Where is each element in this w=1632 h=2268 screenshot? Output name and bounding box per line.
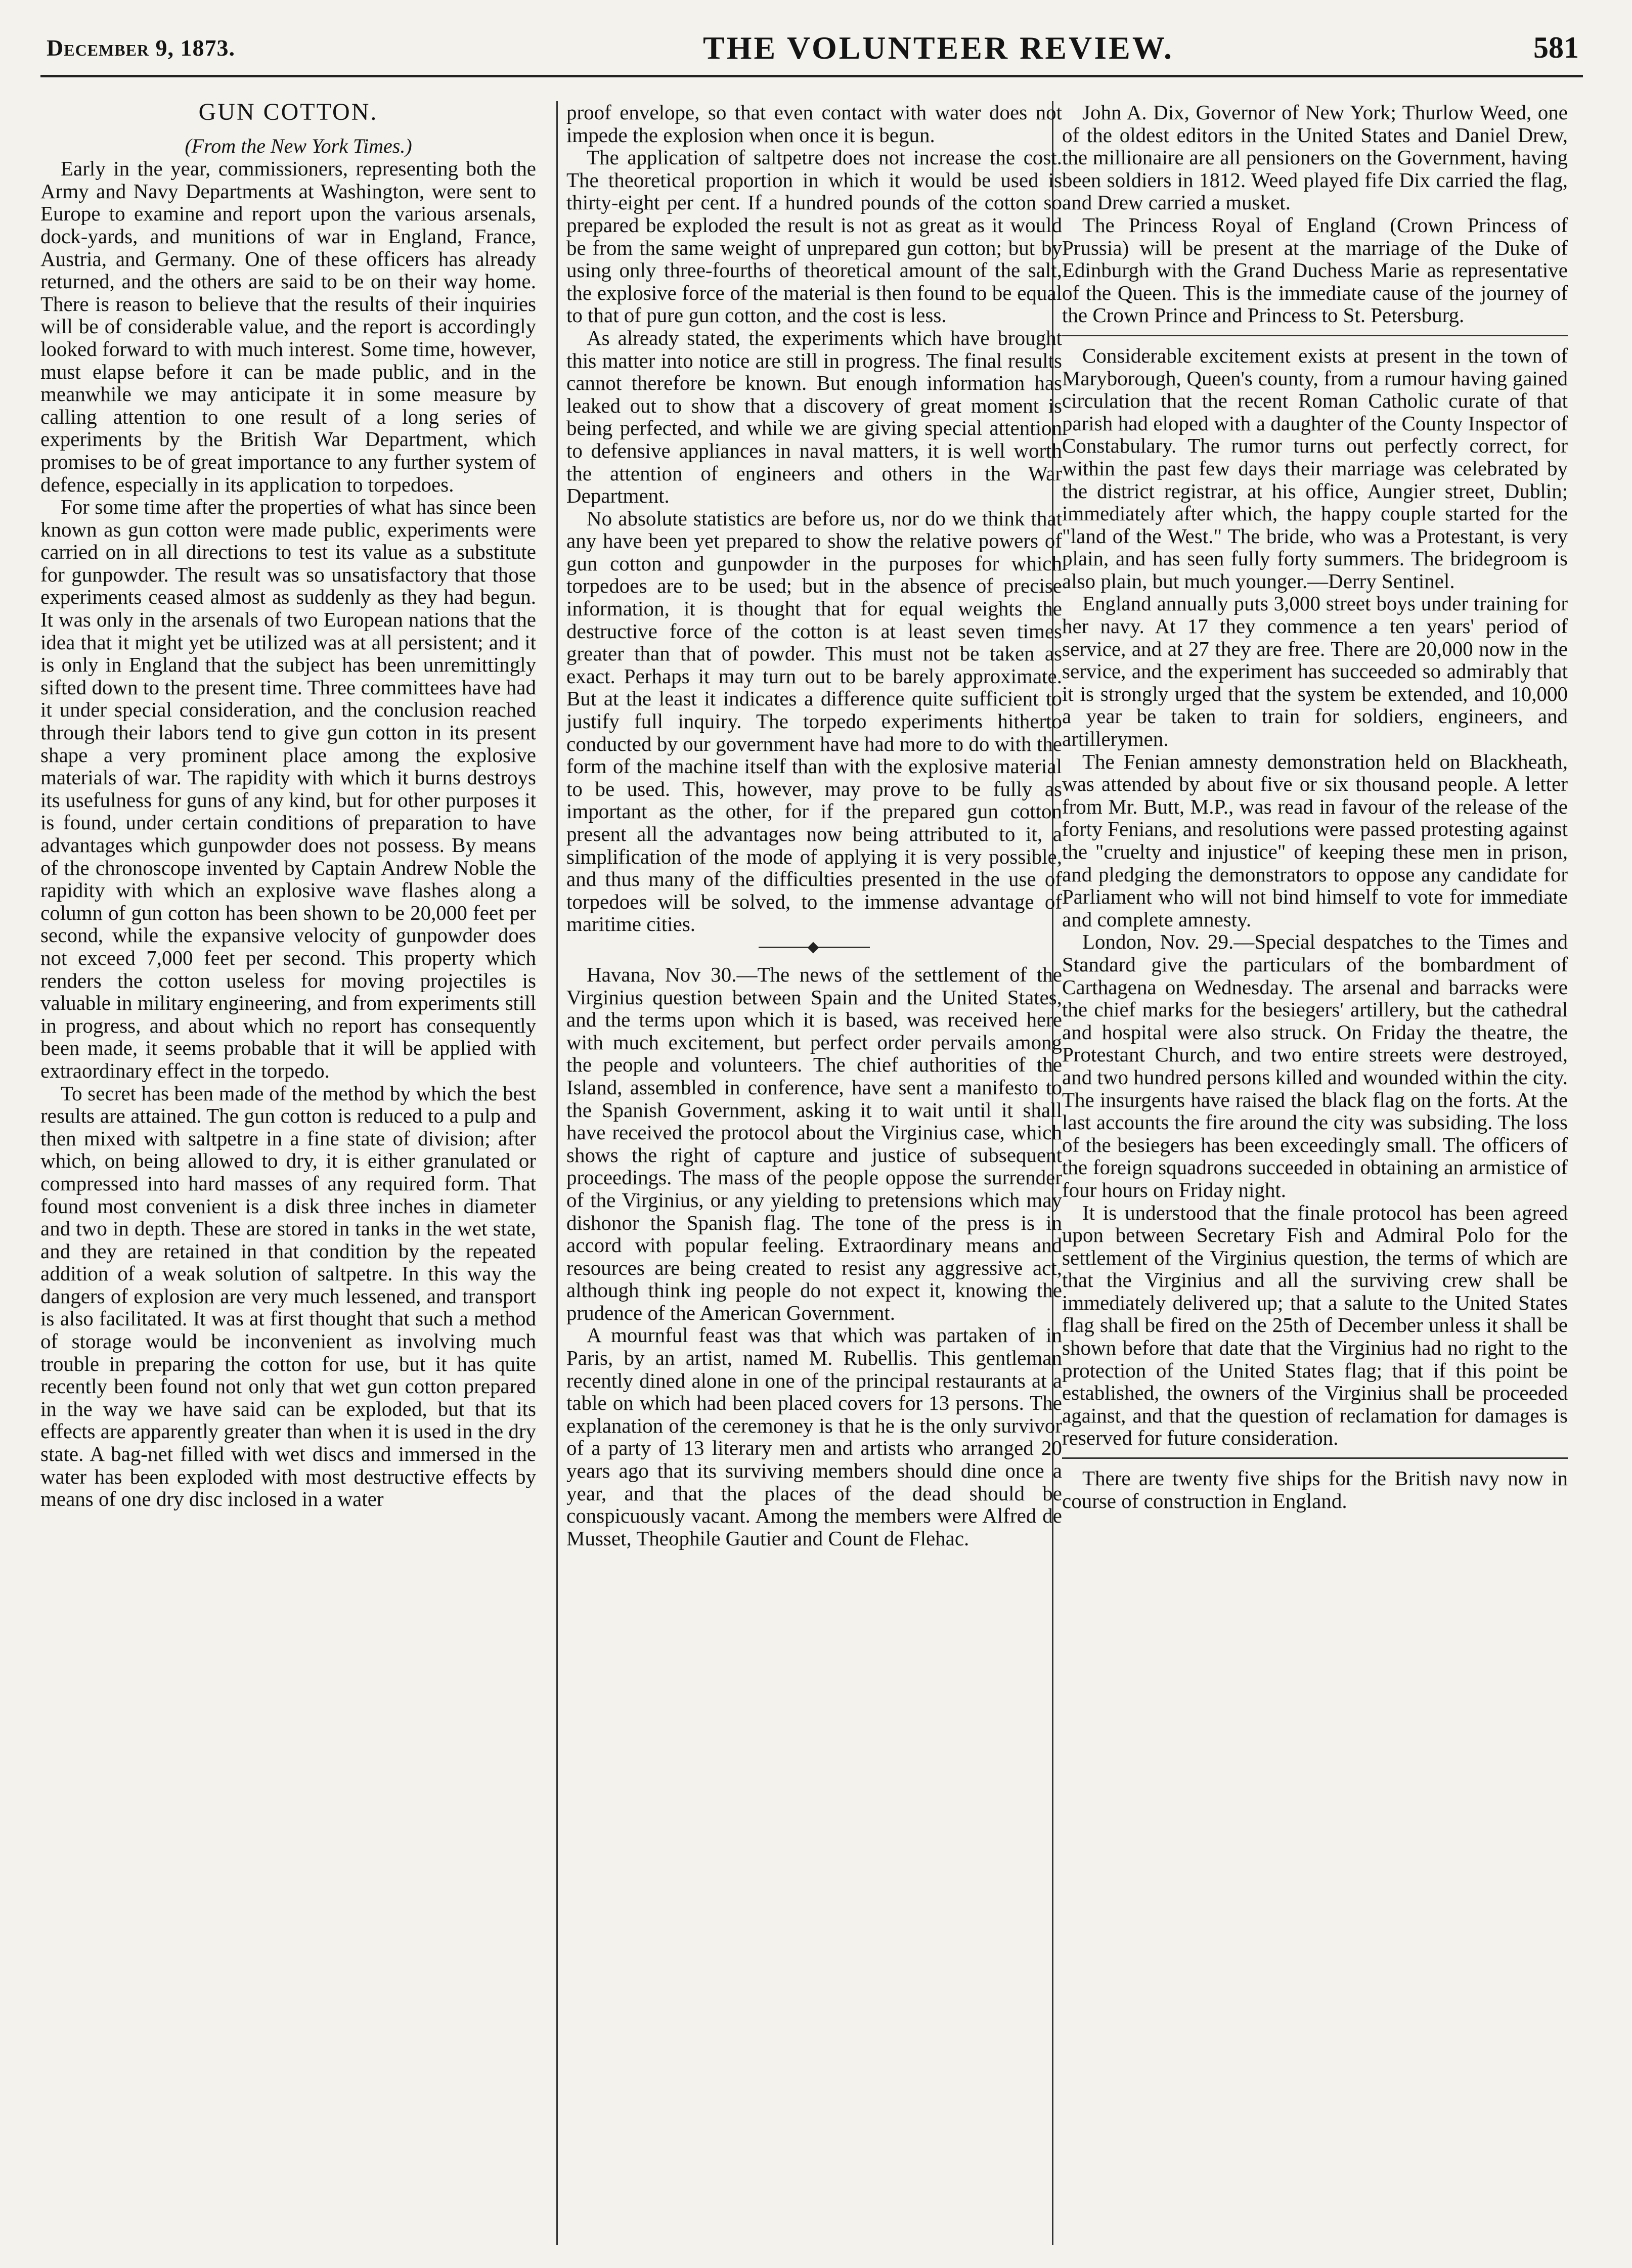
news-item: Havana, Nov 30.—The news of the settlement of the Virginius question between Spain and the United States, and the terms upon which it is based, was received here with much excitement, but perfect order pervails among the people and volunteers. The chief authorities of the Island, assembled in conference, have sent a manifesto to the Spanish Government, asking it to wait until it shall have received the protocol about the Virginius case, which shows the right of capture and justice of subsequent proceedings. The mass of the people oppose the surrender of the Virginius, or any yielding to pretensions which may dishonor the Spanish flag. The tone of the press is in accord with popular feeling. Extraordinary means and resources are being created to resist any aggressive act, although think ing people do not expect it, knowing the prudence of the American Government. xyxy=(566,962,1062,1324)
column-2 xyxy=(566,101,1062,1549)
masthead-title: THE VOLUNTEER REVIEW. xyxy=(703,30,1174,66)
page-header xyxy=(40,20,1583,71)
article-paragraph: Early in the year, commissioners, representing both the Army and Navy Departments at Washington, were sent to Europe to examine and report upon the various arsenals, dock-yards, and munitions of war in England, France, Austria, and Germany. One of these officers has already returned, and the others are said to be on their way home. There is reason to believe that the results of their inquiries will be of considerable value, and the report is accordingly looked forward to with much interest. Some time, however, must elapse before it can be made public, and in the meanwhile we may anticipate it in some measure by calling attention to one result of a long series of experiments by the British War Department, which promises to be of great importance to any further system of defence, especially in its application to torpedoes. xyxy=(40,157,536,496)
article-paragraph: To secret has been made of the method by which the best results are attained. The gun cotton is reduced to a pulp and then mixed with saltpetre in a fine state of division; after which, on being allowed to dry, it is either granulated or compressed into hard masses of any required form. That found most convenient is a disk three inches in diameter and two in depth. These are stored in tanks in the wet state, and they are retained in that condition by the repeated addition of a weak solution of saltpetre. In this way the dangers of explosion are very much lessened, and transport is also facilitated. It was at first thought that such a method of storage would be inconvenient as involving much trouble in preparing the cotton for use, but it has quite recently been found not only that wet gun cotton prepared in the way we have said can be exploded, but that its effects are apparently greater than when it is used in the dry state. A bag-net filled with wet discs and immersed in the water has been exploded with most destructive effects by means of one dry disc inclosed in a water xyxy=(40,1081,536,1511)
section-separator xyxy=(759,947,870,952)
news-item: The Fenian amnesty demonstration held on Blackheath, was attended by about five or six thousand people. A letter from Mr. Butt, M.P., was read in favour of the release of the forty Fenians, and resolutions were passed protesting against the "cruelty and injustice" of keeping these men in prison, and pledging the demonstrators to oppose any candidate for Parliament who will not bind himself to vote for immediate and complete amnesty. xyxy=(1062,749,1568,931)
article-headline: GUN COTTON. xyxy=(198,99,378,125)
article-paragraph: For some time after the properties of what has since been known as gun cotton were made public, experiments were carried on in all directions to test its value as a substitute for gunpowder. The result was so unsatisfactory that those experiments ceased almost as suddenly as they had begun. It was only in the arsenals of two European nations that the idea that it might yet be utilized was at all persistent; and it is only in England that the subject has been unremittingly sifted down to the present time. Three committees have had it under special consideration, and the conclusion reached through their labors tend to give gun cotton in its present shape a very prominent place among the explosive materials of war. The rapidity with which it burns destroys its usefulness for guns of any kind, but for other purposes it is found, under certain conditions of preparation to have advantages which gunpowder does not possess. By means of the chronoscope invented by Captain Andrew Noble the rapidity with which an explosive wave flashes along a column of gun cotton has been shown to be 20,000 feet per second, while the expansive velocity of gunpowder does not exceed 7,000 feet per second. This property which renders the cotton useless for moving projectiles is valuable in military engineering, and from experiments still in progress, and about which no report has consequently been made, it seems probable that it will be applied with extraordinary effect in the torpedo. xyxy=(40,495,536,1082)
column-1 xyxy=(40,101,536,1510)
news-item: A mournful feast was that which was partaken of in Paris, by an artist, named M. Rubellis. This gentleman recently dined alone in one of the principal restaurants at a table on which had been placed covers for 13 persons. The explanation of the ceremoney is that he is the only survivor of a party of 13 literary men and artists who arranged 20 years ago that its surviving members should dine once a year, and that the places of the dead should be conspicuously vacant. Among the members were Alfred de Musset, Theophile Gautier and Count de Flehac. xyxy=(566,1323,1062,1550)
header-rule xyxy=(40,75,1583,77)
news-item: John A. Dix, Governor of New York; Thurlow Weed, one of the oldest editors in the United States and Daniel Drew, the millionaire are all pensioners on the Government, having been soldiers in 1812. Weed played fife Dix carried the flag, and Drew carried a musket. xyxy=(1062,101,1568,214)
item-rule xyxy=(1062,1457,1568,1459)
article-paragraph: proof envelope, so that even contact with water does not impede the explosion when once it is begun. xyxy=(566,101,1062,147)
item-rule xyxy=(1062,335,1568,336)
column-3 xyxy=(1062,101,1568,1512)
article-paragraph: As already stated, the experiments which have brought this matter into notice are still in progress. The final results cannot therefore be known. But enough information has leaked out to show that a discovery of great moment is being perfected, and while we are giving special attention to defensive appliances in naval matters, it is well worth the attention of engineers and others in the War Department. xyxy=(566,326,1062,508)
article-source: (From the New York Times.) xyxy=(185,134,412,157)
column-divider xyxy=(556,101,558,2245)
news-item: It is understood that the finale protocol has been agreed upon between Secretary Fish and Admiral Polo for the settlement of the Virginius question, the terms of which are that the Virginius and all the surviving crew shall be immediately delivered up; that a salute to the United States flag shall be fired on the 25th of December unless it shall be shown before that date that the Virginius had no right to the protection of the United States flag; that if this point be established, the owners of the Virginius shall be proceeded against, and that the question of reclamation for damages is reserved for future consideration. xyxy=(1062,1200,1568,1450)
article-paragraph: No absolute statistics are before us, nor do we think that any have been yet prepared to show the relative powers of gun cotton and gunpowder in the purposes for which torpedoes are to be used; but in the absence of precise information, it is thought that for equal weights the destructive force of the cotton is at least seven times greater than that of powder. This must not be taken as exact. Perhaps it may turn out to be barely approximate. But at the least it indicates a difference quite sufficient to justify full inquiry. The torpedo experiments hitherto conducted by our government have had more to do with the form of the machine itself than with the explosive material to be used. This, however, may prove to be fully as important as the other, for if the prepared gun cotton present all the advantages now being attributed to it, a simplification of the mode of applying it is very possible, and thus many of the difficulties presented in the use of torpedoes will be solved, to the immense advantage of maritime cities. xyxy=(566,506,1062,936)
issue-date: December 9, 1873. xyxy=(47,35,236,61)
news-item: There are twenty five ships for the British navy now in course of construction in England. xyxy=(1062,1466,1568,1513)
news-item: Considerable excitement exists at present in the town of Maryborough, Queen's county, from a rumour having gained circulation that the recent Roman Catholic curate of that parish had eloped with a daughter of the County Inspector of Constabulary. The rumor turns out perfectly correct, for within the past few days their marriage was celebrated by the district registrar, at his office, Aungier street, Dublin; immediately after which, the happy couple started for the "land of the West." The bride, who was a Protestant, is very plain, and has seen fully forty summers. The bridegroom is also plain, but much younger.—Derry Sentinel. xyxy=(1062,343,1568,593)
article-paragraph: The application of saltpetre does not increase the cost. The theoretical proportion in which it would be used is thirty-eight per cent. If a hundred pounds of the cotton so prepared be exploded the result is not as great as it would be from the same weight of unprepared gun cotton; but by using only three-fourths of theoretical amount of the salt, the explosive force of the material is then found to be equal to that of pure gun cotton, and the cost is less. xyxy=(566,146,1062,327)
news-item: London, Nov. 29.—Special despatches to the Times and Standard give the particulars of the bombardment of Carthagena on Wednesday. The arsenal and barracks were the chief marks for the besiegers' artillery, but the cathedral and hospital were also struck. On Friday the theatre, the Protestant Church, and two entire streets were destroyed, and two hundred persons killed and wounded within the city. The insurgents have raised the black flag on the forts. At the last accounts the fire around the city was subsiding. The loss of the besiegers has been exceedingly small. The officers of the foreign squadrons succeeded in obtaining an armistice of four hours on Friday night. xyxy=(1062,930,1568,1202)
news-item: England annually puts 3,000 street boys under training for her navy. At 17 they commence a ten years' period of service, and at 27 they are free. There are 20,000 now in the service, and the experiment has succeeded so admirably that it is strongly urged that the system be extended, and 10,000 a year be taken to train for soldiers, engineers, and artillerymen. xyxy=(1062,592,1568,751)
news-item: The Princess Royal of England (Crown Princess of Prussia) will be present at the marriage of the Duke of Edinburgh with the Grand Duchess Marie as representative of the Queen. This is the immediate cause of the journey of the Crown Prince and Princess to St. Petersburg. xyxy=(1062,213,1568,327)
page-number: 581 xyxy=(1533,31,1579,64)
